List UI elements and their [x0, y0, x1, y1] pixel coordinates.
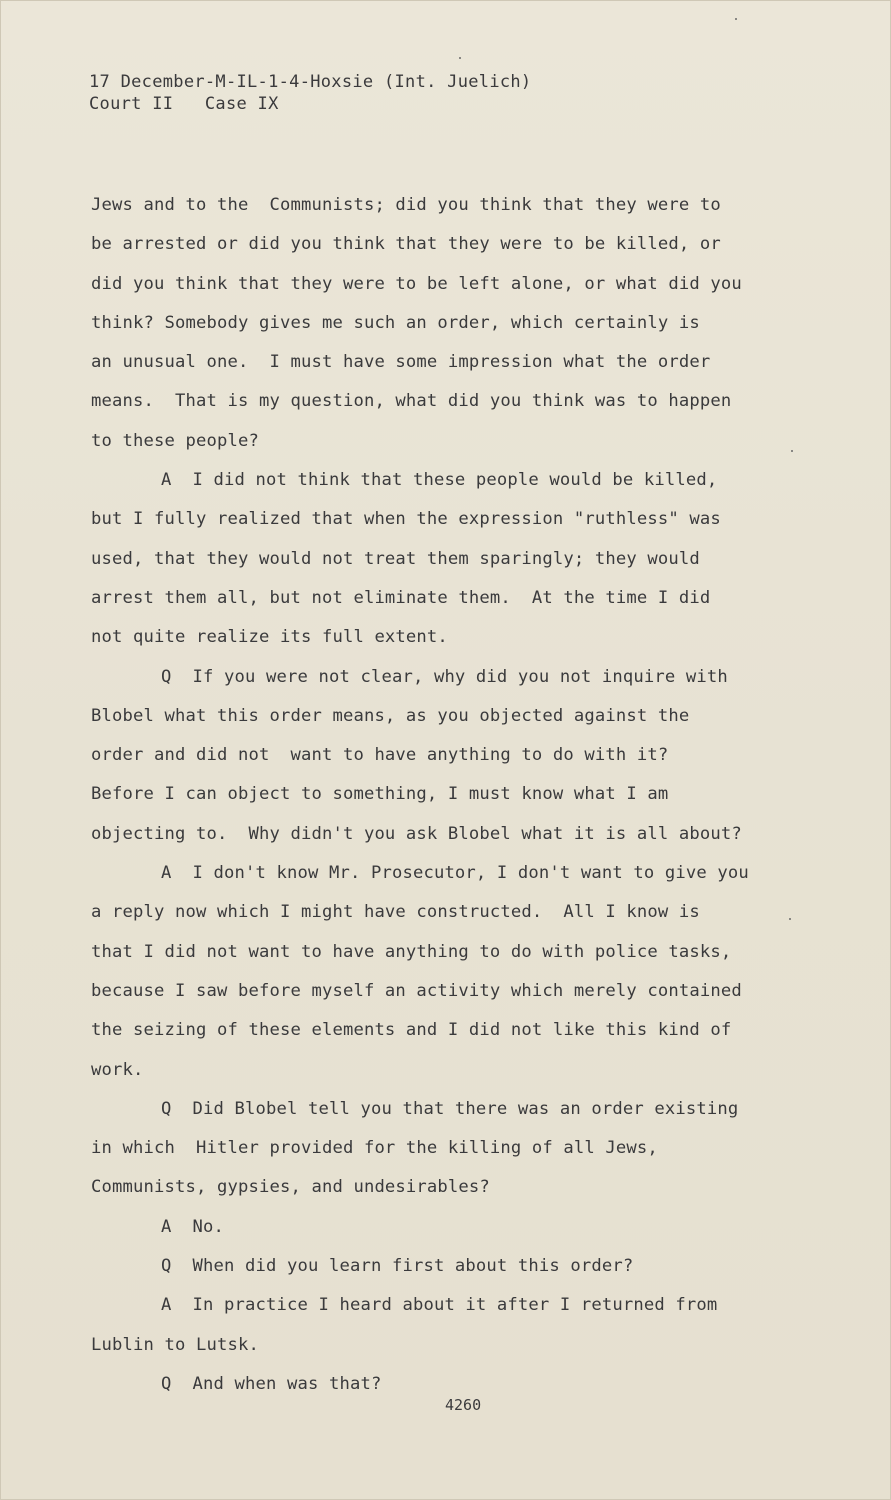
text-line: Blobel what this order means, as you objected against the [91, 705, 690, 726]
header-line-2: Court II Case IX [89, 94, 279, 114]
text-line: because I saw before myself an activity which merely contained [91, 980, 742, 1001]
text-line: arrest them all, but not eliminate them. At the time I did [91, 587, 711, 608]
text-line: not quite realize its full extent. [91, 627, 448, 648]
document-header [89, 71, 531, 115]
text-line: means. That is my question, what did you think was to happen [91, 391, 732, 412]
text-line: A I don't know Mr. Prosecutor, I don't want to give you [161, 863, 749, 884]
text-line: think? Somebody gives me such an order, which certainly is [91, 312, 700, 333]
text-line: A No. [161, 1216, 224, 1237]
text-line: Jews and to the Communists; did you think that they were to [91, 195, 721, 215]
text-line: Before I can object to something, I must know what I am [91, 784, 669, 805]
text-line: an unusual one. I must have some impression what the order [91, 352, 711, 373]
paper-speck [789, 918, 791, 920]
text-line: the seizing of these elements and I did not like this kind of [91, 1020, 732, 1041]
text-line: Q Did Blobel tell you that there was an order existing [161, 1098, 739, 1119]
text-line: A I did not think that these people would be killed, [161, 470, 718, 491]
text-line: did you think that they were to be left alone, or what did you [91, 273, 742, 294]
text-line: order and did not want to have anything to do with it? [91, 745, 669, 766]
text-line: Q If you were not clear, why did you not inquire with [161, 666, 728, 687]
text-line: to these people? [91, 430, 259, 451]
text-line: used, that they would not treat them sparingly; they would [91, 548, 700, 569]
text-line: be arrested or did you think that they were to be killed, or [91, 234, 721, 255]
text-line: Q When did you learn first about this order? [161, 1256, 634, 1277]
text-line: in which Hitler provided for the killing of all Jews, [91, 1138, 658, 1159]
text-line: work. [91, 1059, 144, 1080]
paper-speck [459, 57, 461, 59]
text-line: Q And when was that? [161, 1373, 382, 1394]
document-body [91, 186, 831, 1404]
paper-speck [791, 450, 793, 452]
paper-speck [735, 18, 737, 20]
text-line: A In practice I heard about it after I returned from [161, 1295, 718, 1316]
text-line: that I did not want to have anything to do with police tasks, [91, 941, 732, 962]
header-line-1: 17 December-M-IL-1-4-Hoxsie (Int. Juelich) [89, 72, 532, 92]
text-line: but I fully realized that when the expression "ruthless" was [91, 509, 721, 530]
text-line: a reply now which I might have constructed. All I know is [91, 902, 700, 923]
text-line: Communists, gypsies, and undesirables? [91, 1177, 490, 1198]
text-line: objecting to. Why didn't you ask Blobel what it is all about? [91, 823, 742, 844]
page-number: 4260 [445, 1396, 482, 1414]
text-line: Lublin to Lutsk. [91, 1334, 259, 1355]
